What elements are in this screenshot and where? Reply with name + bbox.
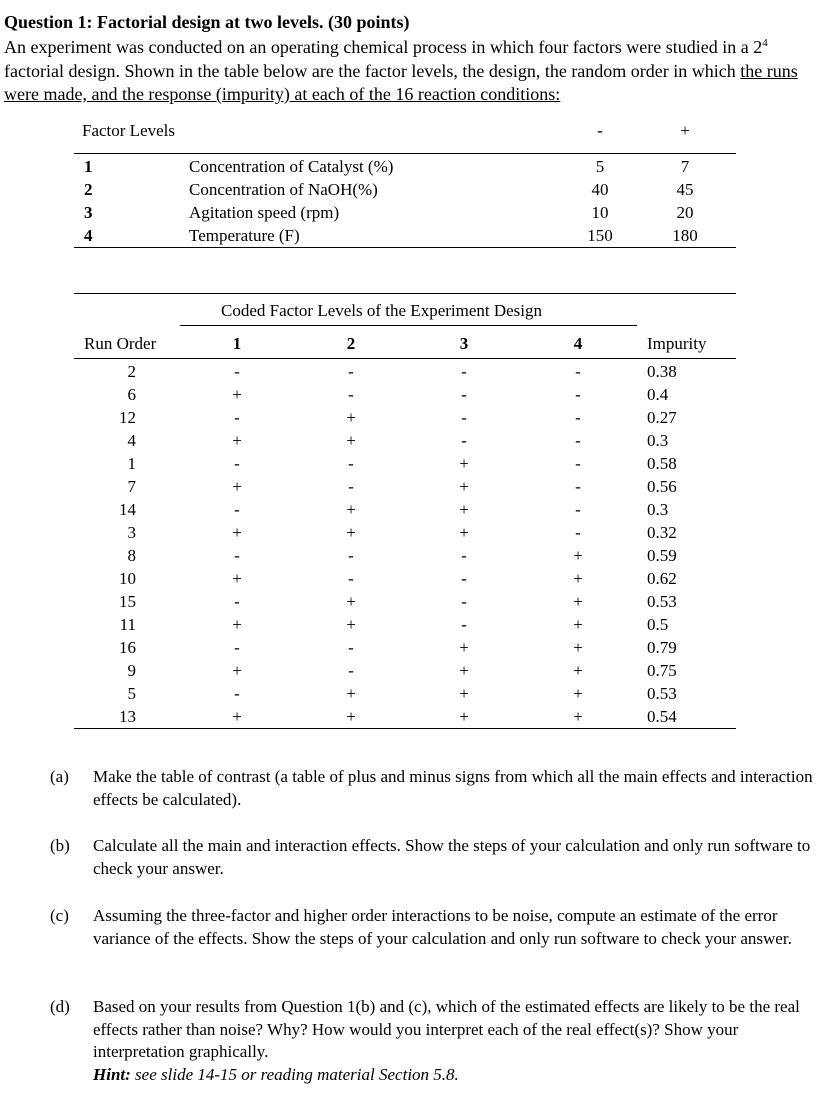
impurity-cell: 0.54 [647,707,677,726]
plus-level-header: + [680,121,690,140]
coded-level-cell: + [459,523,469,542]
coded-level-cell: + [573,661,583,680]
impurity-cell: 0.32 [647,523,677,542]
impurity-cell: 0.59 [647,546,677,565]
coded-level-cell: - [348,569,354,588]
part-text: Calculate all the main and interaction effects. Show the steps of your calculation and only run software to check your answer. [93,836,811,878]
factor-low: 40 [591,180,609,199]
coded-level-cell: - [575,408,581,427]
factor-levels-header-rule [74,153,736,154]
coded-level-cell: + [459,500,469,519]
coded-level-cell: - [461,615,467,634]
impurity-cell: 0.38 [647,362,677,381]
run-order-cell: 9 [127,661,136,680]
coded-level-cell: - [234,500,240,519]
run-order-cell: 8 [127,546,136,565]
coded-level-cell: + [232,569,242,588]
hint-label: Hint: [93,1064,131,1084]
coded-level-cell: - [575,362,581,381]
intro-text-underlined: the runs were made, and the response (impurity) at each of the 16 reaction conditions: [4,60,798,104]
run-order-cell: 11 [119,615,136,634]
run-order-cell: 1 [127,454,136,473]
coded-level-cell: - [461,592,467,611]
factor-low: 5 [595,157,605,176]
coded-level-cell: - [234,638,240,657]
coded-level-cell: + [459,477,469,496]
factor-high: 20 [676,203,694,222]
part-label: (d) [50,997,70,1016]
coded-level-cell: - [234,408,240,427]
part-label: (b) [50,836,70,855]
coded-level-cell: + [232,385,242,404]
part-b [50,835,820,880]
impurity-cell: 0.27 [647,408,677,427]
part-c [50,905,820,950]
factor-header: 4 [573,334,583,353]
coded-level-cell: + [573,569,583,588]
coded-level-cell: + [346,684,356,703]
factor-high: 180 [672,226,698,245]
part-label: (c) [50,906,69,925]
impurity-cell: 0.4 [647,385,669,404]
coded-level-cell: - [575,477,581,496]
coded-level-cell: + [573,638,583,657]
coded-level-cell: + [573,546,583,565]
coded-level-cell: + [232,615,242,634]
question-intro [4,36,830,107]
coded-level-cell: - [348,661,354,680]
factor-low: 10 [591,203,609,222]
run-order-cell: 13 [119,707,136,726]
factor-high: 45 [676,180,694,199]
impurity-cell: 0.75 [647,661,677,680]
factor-header: 2 [346,334,356,353]
factor-num: 2 [84,180,93,199]
coded-level-cell: + [459,684,469,703]
coded-level-cell: + [232,661,242,680]
coded-level-cell: - [461,569,467,588]
coded-level-cell: - [348,477,354,496]
impurity-header: Impurity [647,334,707,353]
coded-level-cell: + [346,500,356,519]
factor-levels-header: Factor Levels [82,121,175,140]
coded-level-cell: - [234,454,240,473]
coded-level-cell: + [232,523,242,542]
hint-text: see slide 14-15 or reading material Section 5.8. [130,1064,459,1084]
impurity-cell: 0.79 [647,638,677,657]
coded-level-cell: + [232,477,242,496]
coded-level-cell: - [575,454,581,473]
coded-level-cell: - [234,362,240,381]
run-order-cell: 2 [127,362,136,381]
run-order-cell: 3 [127,523,136,542]
run-order-cell: 4 [127,431,136,450]
design-group-header: Coded Factor Levels of the Experiment Design [221,301,543,320]
coded-level-cell: + [346,523,356,542]
coded-level-cell: + [459,707,469,726]
run-order-cell: 6 [127,385,136,404]
factor-num: 3 [84,203,93,222]
run-order-cell: 12 [119,408,136,427]
run-order-cell: 10 [119,569,136,588]
coded-level-cell: + [573,707,583,726]
coded-level-cell: + [573,684,583,703]
coded-level-cell: - [234,684,240,703]
part-text [93,996,820,1086]
coded-level-cell: - [461,385,467,404]
run-order-cell: 16 [119,638,136,657]
part-a [50,766,820,811]
part-d [50,996,820,1086]
design-header-rule [74,358,736,359]
impurity-cell: 0.3 [647,500,669,519]
coded-level-cell: + [459,661,469,680]
impurity-cell: 0.58 [647,454,677,473]
factor-name: Temperature (F) [189,226,300,245]
design-top-rule [74,293,736,294]
coded-level-cell: - [575,500,581,519]
coded-level-cell: + [573,615,583,634]
coded-level-cell: - [348,362,354,381]
coded-level-cell: + [346,408,356,427]
coded-level-cell: - [575,385,581,404]
intro-text-2: factorial design. Shown in the table below are the factor levels, the design, the random order in which [4,60,741,81]
coded-level-cell: + [346,615,356,634]
factor-header: 3 [459,334,469,353]
coded-level-cell: - [348,385,354,404]
impurity-cell: 0.53 [647,592,677,611]
factor-low: 150 [587,226,613,245]
coded-level-cell: + [232,707,242,726]
factor-name: Concentration of NaOH(%) [189,180,378,199]
run-order-cell: 15 [119,592,136,611]
impurity-cell: 0.3 [647,431,669,450]
factor-header: 1 [232,334,242,353]
design-bottom-rule [74,728,736,729]
factor-high: 7 [680,157,690,176]
coded-level-cell: - [575,523,581,542]
coded-level-cell: - [461,362,467,381]
coded-level-cell: + [232,431,242,450]
run-order-cell: 7 [127,477,136,496]
factor-levels-bottom-rule [74,247,736,248]
minus-level-header: - [597,121,603,140]
intro-text-1: An experiment was conducted on an operating chemical process in which four factors were studied in a 2 [4,37,763,57]
coded-level-cell: - [461,546,467,565]
coded-level-cell: - [234,546,240,565]
intro-superscript: 4 [762,37,768,49]
design-group-rule [180,325,637,326]
factor-num: 1 [84,157,93,176]
factor-name: Concentration of Catalyst (%) [189,157,394,176]
coded-level-cell: + [346,431,356,450]
question-title: Question 1: Factorial design at two levels. (30 points) [4,12,410,32]
factor-num: 4 [84,226,93,245]
coded-level-cell: - [348,638,354,657]
coded-level-cell: + [346,592,356,611]
impurity-cell: 0.62 [647,569,677,588]
coded-level-cell: + [459,638,469,657]
factor-name: Agitation speed (rpm) [189,203,340,222]
part-text: Make the table of contrast (a table of plus and minus signs from which all the main effects and interaction effects be calculated). [93,767,813,809]
coded-level-cell: + [573,592,583,611]
coded-level-cell: + [346,707,356,726]
run-order-header: Run Order [84,334,157,353]
run-order-cell: 14 [119,500,136,519]
part-text: Assuming the three-factor and higher order interactions to be noise, compute an estimate of the error variance of the effects. Show the steps of your calculation and only run software to check your answer. [93,906,792,948]
run-order-cell: 5 [127,684,136,703]
part-label: (a) [50,767,69,786]
impurity-cell: 0.53 [647,684,677,703]
coded-level-cell: - [348,546,354,565]
coded-level-cell: - [461,408,467,427]
coded-level-cell: - [575,431,581,450]
impurity-cell: 0.56 [647,477,677,496]
hint-line [93,1065,459,1084]
coded-level-cell: - [461,431,467,450]
part-d-body: Based on your results from Question 1(b) and (c), which of the estimated effects are likely to be the real effects rather than noise? Why? How would you interpret each of the real effect(s)? Show your interpretation graphically. [93,997,800,1061]
coded-level-cell: + [459,454,469,473]
impurity-cell: 0.5 [647,615,669,634]
coded-level-cell: - [234,592,240,611]
coded-level-cell: - [348,454,354,473]
